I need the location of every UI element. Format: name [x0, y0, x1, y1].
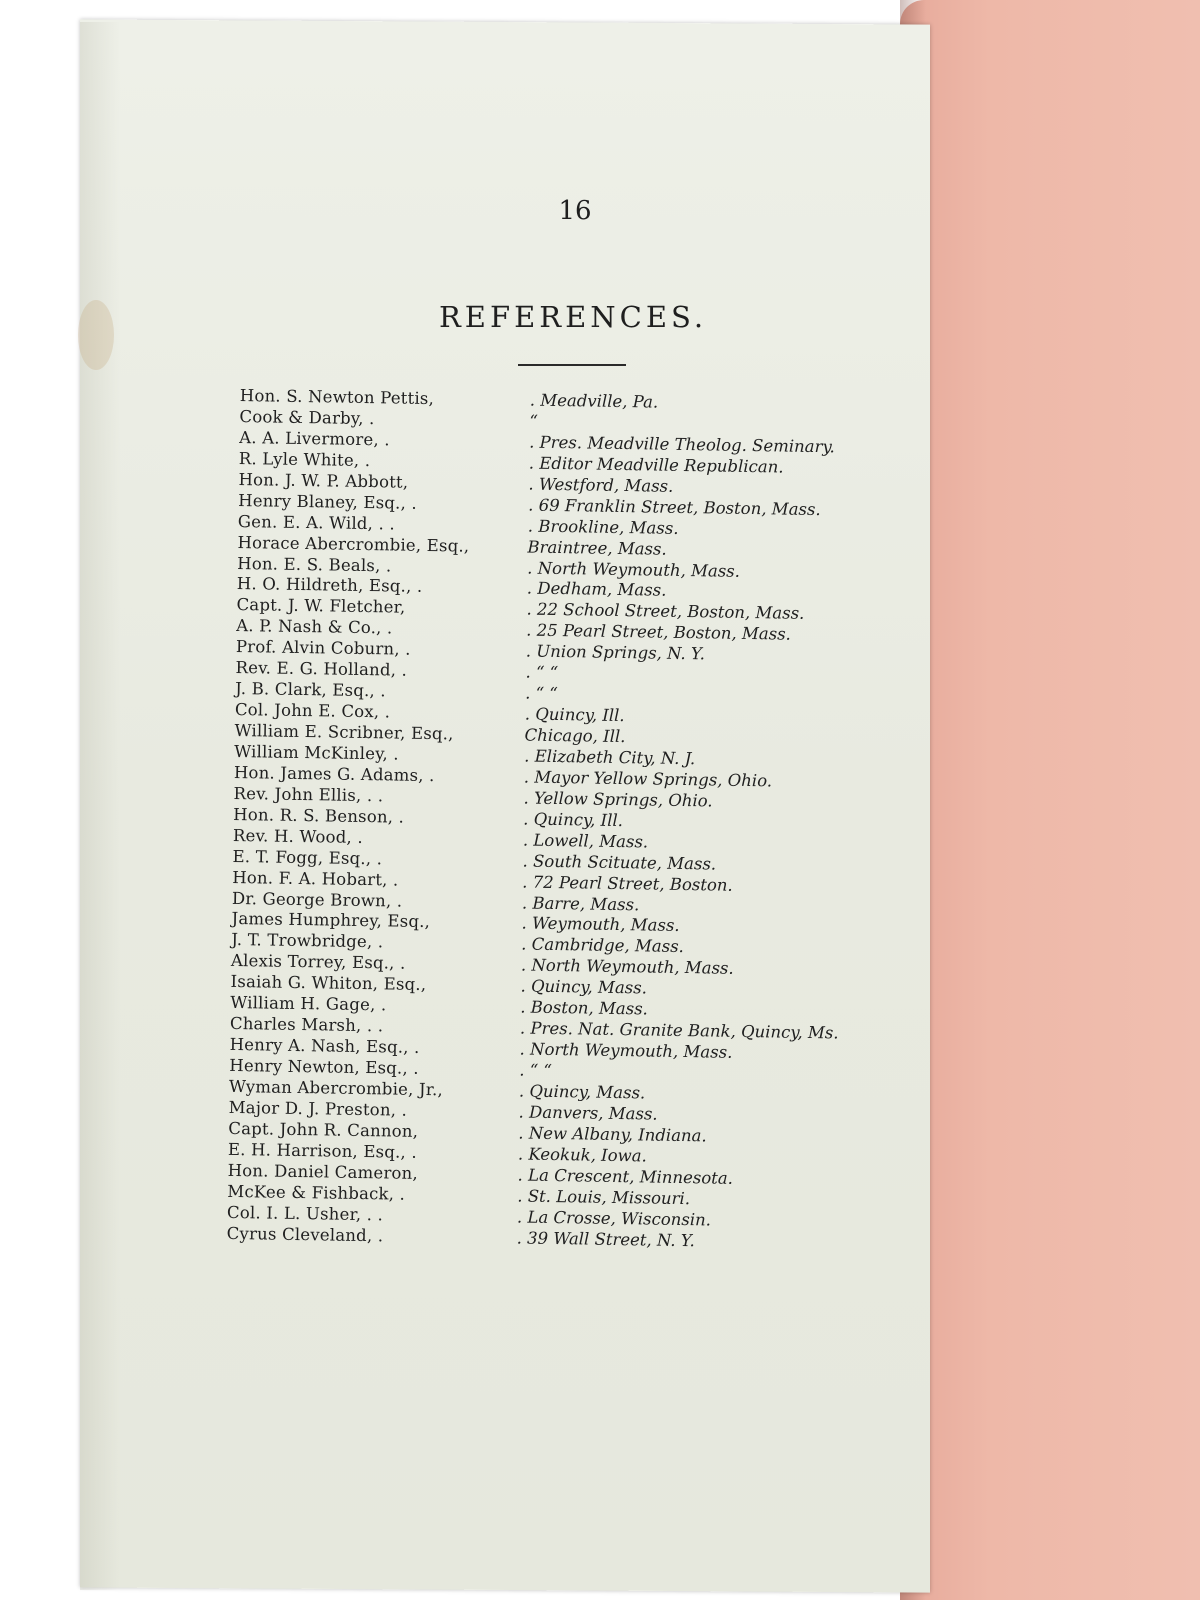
reference-name: Henry A. Nash, Esq., .: [229, 1034, 420, 1057]
reference-place: . Mayor Yellow Springs, Ohio.: [523, 767, 773, 791]
reference-place: . Boston, Mass.: [520, 997, 649, 1019]
reference-name: Col. John E. Cox, .: [234, 700, 391, 722]
reference-name: James Humphrey, Esq.,: [231, 909, 431, 932]
reference-place: . Barre, Mass.: [521, 892, 640, 914]
reference-place: . Quincy, Mass.: [520, 976, 648, 998]
reference-place: . North Weymouth, Mass.: [520, 955, 734, 979]
reference-place: . Cambridge, Mass.: [521, 934, 685, 957]
reference-place: . St. Louis, Missouri.: [517, 1186, 691, 1208]
reference-name: Major D. J. Preston, .: [228, 1097, 408, 1120]
reference-place: . North Weymouth, Mass.: [527, 558, 741, 581]
reference-name: Gen. E. A. Wild, . .: [237, 511, 396, 534]
reference-name: Rev. H. Wood, .: [232, 825, 364, 847]
book-cover: [900, 0, 1200, 1600]
reference-name: Prof. Alvin Coburn, .: [235, 637, 411, 659]
reference-place: Chicago, Ill.: [524, 725, 626, 747]
reference-name: Rev. E. G. Holland, .: [235, 658, 408, 680]
reference-name: Capt. J. W. Fletcher,: [236, 595, 406, 617]
reference-place: . New Albany, Indiana.: [518, 1123, 707, 1146]
reference-name: Isaiah G. Whiton, Esq.,: [230, 972, 427, 995]
page-title: REFERENCES.: [438, 300, 708, 334]
reference-name: R. Lyle White, .: [238, 448, 371, 470]
title-rule: [518, 364, 626, 366]
reference-place: . 39 Wall Street, N. Y.: [516, 1227, 696, 1250]
reference-place: . Brookline, Mass.: [527, 516, 679, 538]
reference-place: . Quincy, Mass.: [518, 1081, 646, 1103]
reference-place: . Westford, Mass.: [528, 474, 674, 496]
reference-name: Alexis Torrey, Esq., .: [230, 951, 406, 973]
reference-place: . Lowell, Mass.: [522, 830, 649, 852]
page-gutter-shade: [80, 22, 120, 1590]
reference-place: . North Weymouth, Mass.: [519, 1039, 733, 1062]
reference-place: . Union Springs, N. Y.: [525, 641, 706, 664]
reference-place: . La Crescent, Minnesota.: [517, 1165, 734, 1188]
reference-name: Hon. James G. Adams, .: [233, 762, 435, 785]
reference-name: Hon. Daniel Cameron,: [227, 1160, 419, 1183]
reference-name: Cyrus Cleveland, .: [226, 1223, 384, 1245]
reference-place: . Keokuk, Iowa.: [517, 1144, 647, 1166]
reference-place: . Quincy, Ill.: [523, 809, 624, 830]
reference-place: . Danvers, Mass.: [518, 1102, 658, 1124]
reference-name: A. A. Livermore, .: [239, 427, 390, 450]
reference-name: Hon. J. W. P. Abbott,: [238, 469, 409, 492]
reference-name: Rev. John Ellis, . .: [233, 783, 384, 806]
reference-name: Hon. R. S. Benson, .: [233, 804, 405, 827]
reference-name: Wyman Abercrombie, Jr.,: [228, 1076, 444, 1100]
reference-place: . 25 Pearl Street, Boston, Mass.: [526, 620, 792, 644]
reference-name: Henry Blaney, Esq., .: [238, 490, 418, 513]
reference-name: E. H. Harrison, Esq., .: [227, 1139, 418, 1162]
reference-name: Hon. S. Newton Pettis,: [239, 386, 435, 409]
reference-name: William H. Gage, .: [230, 993, 387, 1015]
reference-place: . Meadville, Pa.: [529, 390, 659, 412]
reference-place: . “ “: [519, 1060, 553, 1080]
reference-place: . Dedham, Mass.: [526, 578, 667, 601]
page-number: 16: [558, 196, 592, 226]
reference-name: E. T. Fogg, Esq., .: [232, 846, 383, 868]
reference-place: . 22 School Street, Boston, Mass.: [526, 599, 805, 624]
reference-place: . Elizabeth City, N. J.: [524, 746, 696, 769]
reference-name: Hon. F. A. Hobart, .: [232, 867, 399, 890]
reference-name: Charles Marsh, . .: [229, 1014, 384, 1036]
references-list: [227, 386, 900, 1255]
reference-place: . 72 Pearl Street, Boston.: [522, 872, 733, 895]
reference-name: Henry Newton, Esq., .: [229, 1055, 419, 1078]
reference-name: Dr. George Brown, .: [231, 888, 403, 911]
reference-place: . La Crosse, Wisconsin.: [516, 1207, 712, 1230]
reference-name: William McKinley, .: [234, 741, 399, 764]
reference-place: Braintree, Mass.: [527, 537, 667, 559]
reference-place: . Pres. Nat. Granite Bank, Quincy, Ms.: [519, 1018, 839, 1043]
reference-name: McKee & Fishback, .: [227, 1181, 406, 1204]
reference-name: Cook & Darby, .: [239, 406, 375, 429]
reference-place: . South Scituate, Mass.: [522, 851, 717, 874]
reference-place: . Weymouth, Mass.: [521, 913, 680, 936]
reference-name: J. B. Clark, Esq., .: [235, 679, 386, 701]
reference-place: . Pres. Meadville Theolog. Seminary.: [529, 432, 836, 457]
reference-name: William E. Scribner, Esq.,: [234, 720, 454, 744]
reference-place: . Yellow Springs, Ohio.: [523, 788, 713, 811]
reference-place: . “ “: [525, 683, 558, 704]
reference-name: H. O. Hildreth, Esq., .: [236, 574, 423, 597]
reference-place: . Quincy, Ill.: [524, 704, 625, 726]
reference-name: Col. I. L. Usher, . .: [226, 1202, 384, 1224]
reference-place: . 69 Franklin Street, Boston, Mass.: [528, 495, 821, 519]
reference-name: Hon. E. S. Beals, .: [237, 553, 392, 575]
reference-place: . “ “: [525, 662, 559, 683]
reference-name: J. T. Trowbridge, .: [231, 930, 384, 952]
reference-name: A. P. Nash & Co., .: [236, 616, 393, 638]
reference-place: . Editor Meadville Republican.: [528, 453, 784, 477]
reference-place: “: [529, 411, 539, 431]
reference-name: Capt. John R. Cannon,: [228, 1118, 419, 1141]
reference-name: Horace Abercrombie, Esq.,: [237, 532, 470, 556]
